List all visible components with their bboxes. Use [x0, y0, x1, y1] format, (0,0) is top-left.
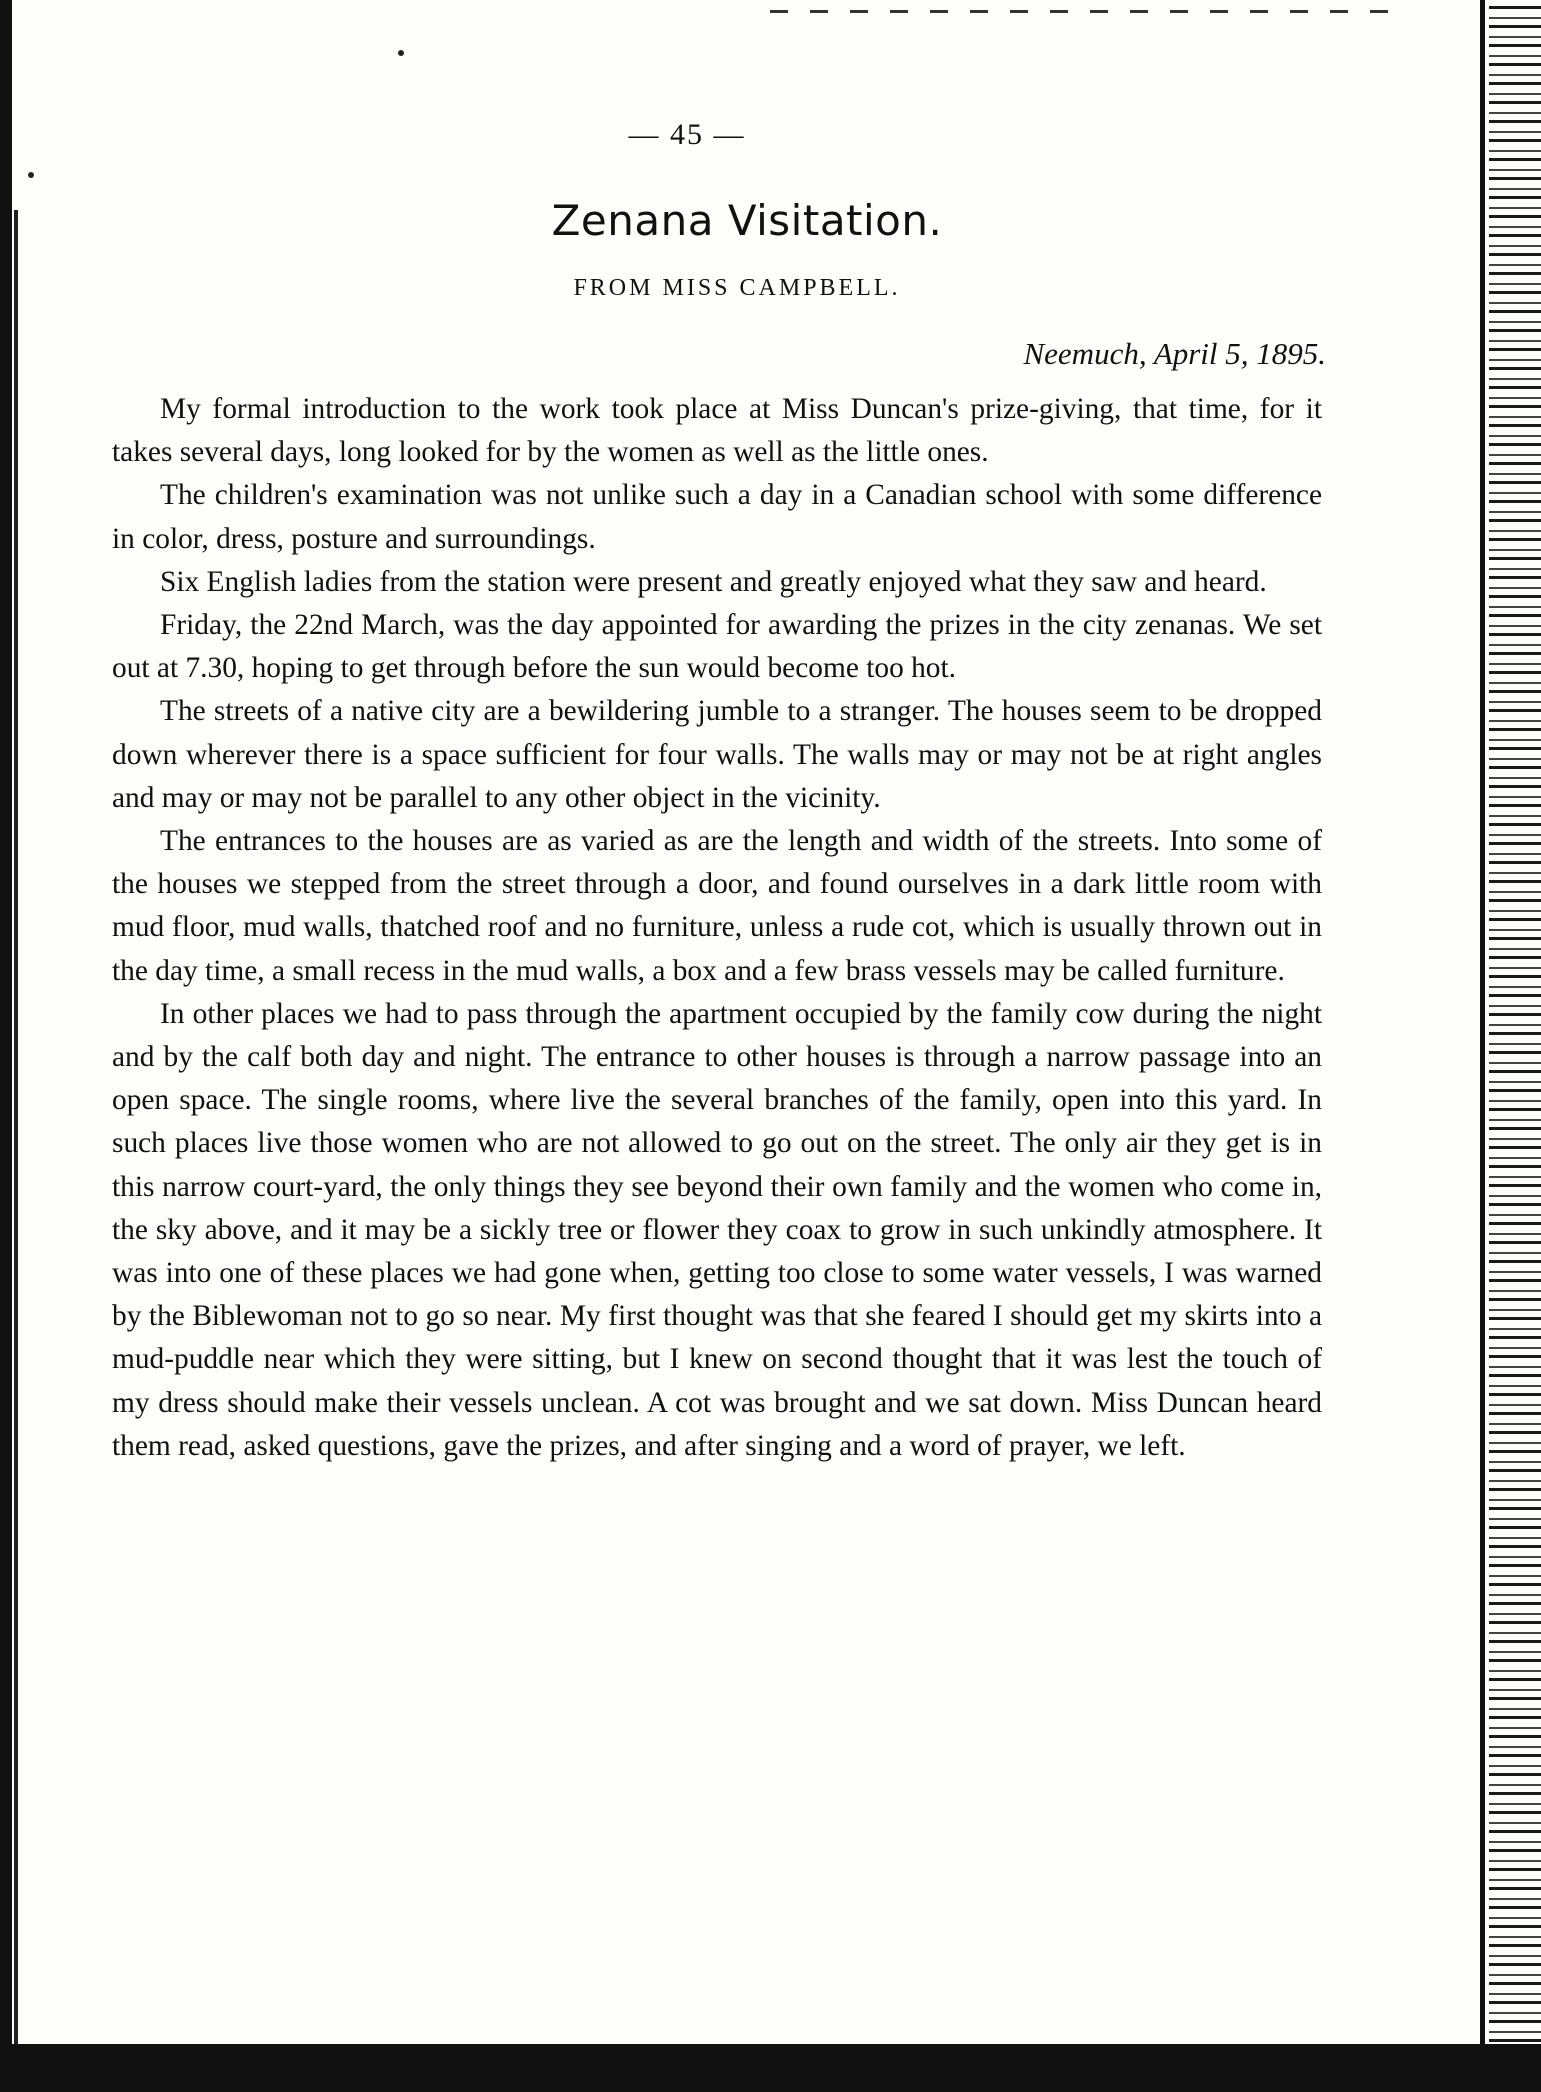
paragraph: Six English ladies from the station were present and greatly enjoyed what they saw and heard.	[160, 565, 1267, 598]
paragraph: Friday, the 22nd March, was the day appointed for awarding the prizes in the city zenanas. We set out at 7.30, hoping to get through before the sun would become too hot.	[112, 609, 1322, 685]
paragraph: The children's examination was not unlike such a day in a Canadian school with some difference in color, dress, posture and surroundings.	[112, 479, 1322, 555]
paragraph: In other places we had to pass through the apartment occupied by the family cow during the night and by the calf both day and night. The entrance to other houses is through a narrow passage into an open space. The single rooms, where live the several branches of the family, open into this yard. In such places live those women who are not allowed to go out on the street. The only air they get is in this narrow court-yard, the only things they see beyond their own family and the women who come in, the sky above, and it may be a sickly tree or flower they coax to grow in such unkindly atmosphere. It was into one of these places we had gone when, getting too close to some water vessels, I was warned by the Biblewoman not to go so near. My first thought was that she feared I should get my skirts into a mud-puddle near which they were sitting, but I knew on second thought that it was lest the touch of my dress should make their vessels unclean. A cot was brought and we sat down. Miss Duncan heard them read, asked questions, gave the prizes, and after singing and a word of prayer, we left.	[112, 997, 1322, 1462]
page-number: — 45 —	[628, 118, 746, 151]
page-content	[112, 118, 1326, 1468]
scan-speck	[28, 172, 34, 178]
scan-binding-right	[1489, 0, 1541, 2092]
scan-edge-right-line	[1480, 0, 1485, 2092]
scan-edge-left	[0, 0, 12, 2092]
article-dateline: Neemuch, April 5, 1895.	[1023, 336, 1326, 371]
scan-edge-bottom	[0, 2044, 1541, 2092]
article-byline: FROM MISS CAMPBELL.	[573, 275, 901, 301]
article-title: Zenana Visitation.	[551, 196, 943, 245]
scan-speck	[398, 50, 404, 56]
scan-edge-top	[770, 10, 1390, 13]
paragraph: My formal introduction to the work took place at Miss Duncan's prize-giving, that time, for it takes several days, long looked for by the women as well as the little ones.	[112, 393, 1322, 469]
paragraph: The entrances to the houses are as varied as are the length and width of the streets. Into some of the houses we stepped from the street through a door, and found ourselves in a dark little room with mud floor, mud walls, thatched roof and no furniture, unless a rude cot, which is usually thrown out in the day time, a small recess in the mud walls, a box and a few brass vessels may be called furniture.	[112, 825, 1322, 987]
paragraph: The streets of a native city are a bewildering jumble to a stranger. The houses seem to be dropped down wherever there is a space sufficient for four walls. The walls may or may not be at right angles and may or may not be parallel to any other object in the vicinity.	[112, 695, 1322, 814]
scan-edge-left-line	[14, 210, 18, 2090]
